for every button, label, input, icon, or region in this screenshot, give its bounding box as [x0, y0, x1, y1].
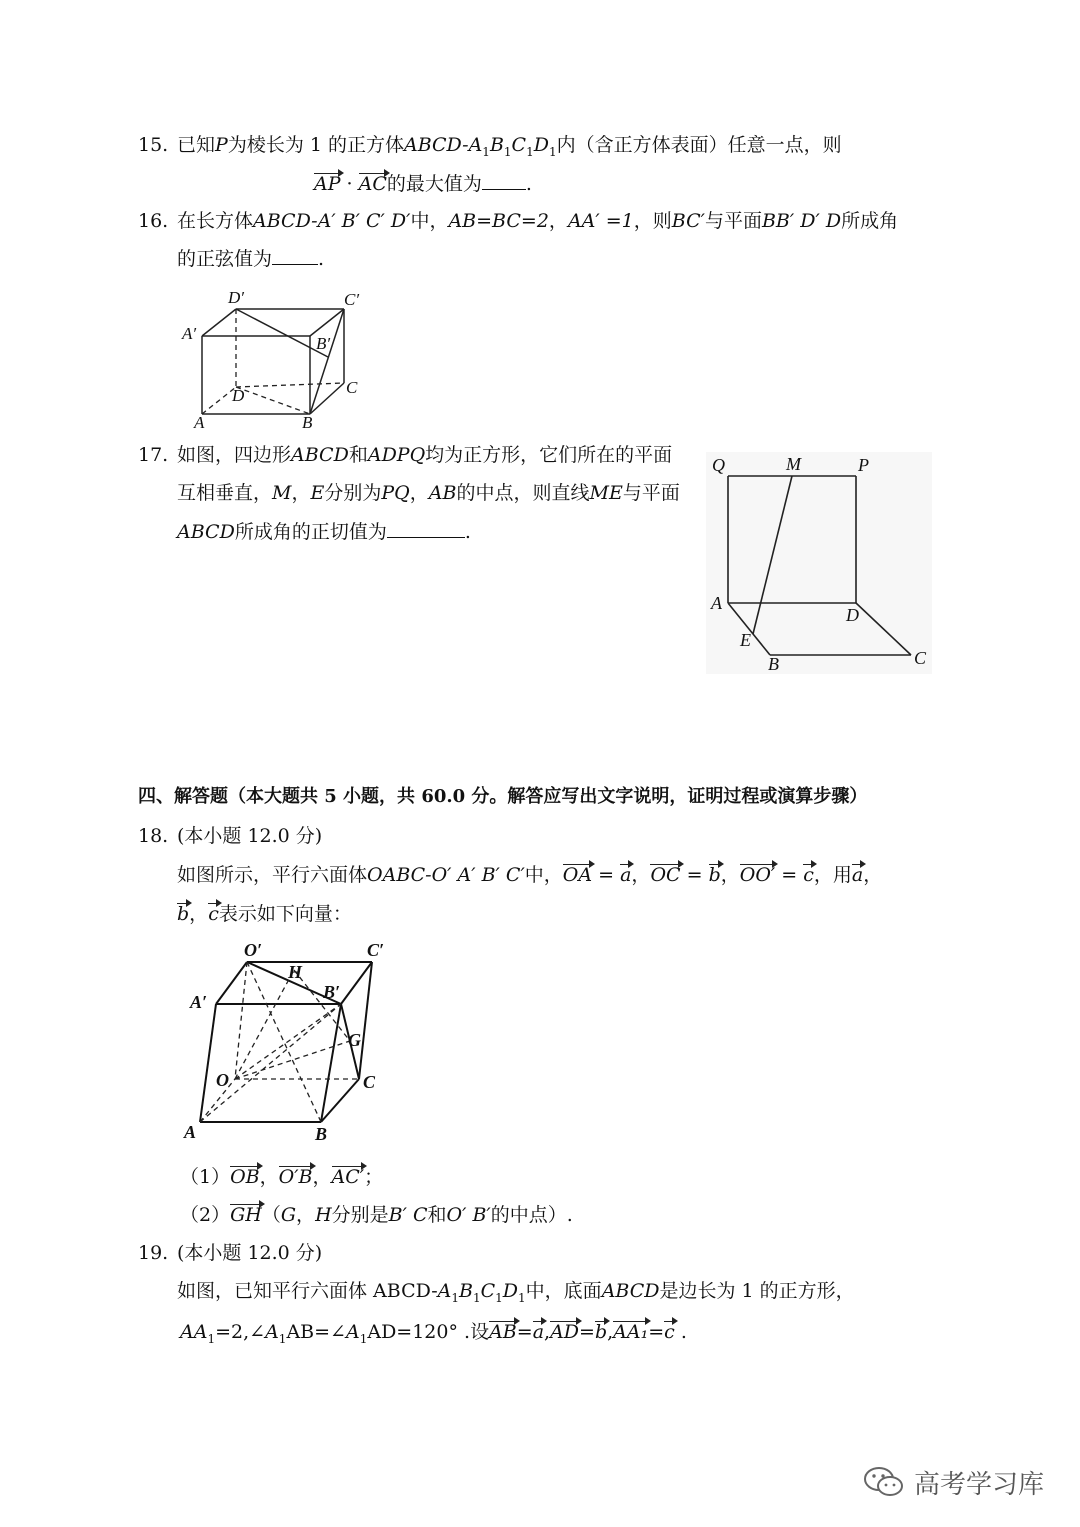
label-c: C: [914, 648, 927, 668]
question-number: 16.: [138, 210, 169, 232]
label-m: M: [786, 454, 801, 474]
label-d-prime: D′: [228, 288, 244, 307]
question-text: 如图，四边形ABCD和ADPQ均为正方形，它们所在的平面: [177, 444, 673, 466]
watermark-text: 高考学习库: [914, 1469, 1045, 1500]
answer-blank: [482, 171, 526, 190]
question-number: 15.: [138, 134, 169, 156]
answer-blank: [387, 519, 465, 538]
label-c: C: [346, 378, 358, 397]
question-number: 18.: [138, 825, 169, 847]
label-o: O: [216, 1070, 229, 1090]
label-h: H: [288, 962, 303, 982]
question-score: (本小题 12.0 分): [177, 1242, 323, 1264]
label-a-prime: A′: [182, 324, 197, 343]
question-text: 如图，已知平行六面体 ABCD-$A_1B_1C_1D_1$中，底面ABCD是边长为 1 的正方形，: [177, 1280, 855, 1305]
question-text-line2: $AA_1=2,\angle A_1AB=\angle A_1AD=120^\circ$ .设AB=a,AD=b,AA₁=c .: [180, 1321, 687, 1346]
label-o-prime: O′: [244, 940, 263, 960]
question-number: 19.: [138, 1242, 169, 1264]
label-c-prime: C′: [344, 290, 360, 309]
label-a: A: [184, 1122, 197, 1142]
label-a: A: [194, 413, 205, 431]
vector-ap: AP: [314, 173, 341, 195]
question-text: 在长方体ABCD-A′ B′ C′ D′中，AB=BC=2，AA′ =1，则BC′与平面BB′ D′ D所成角: [177, 210, 899, 232]
label-b: B: [768, 654, 779, 674]
label-e: E: [740, 630, 751, 650]
watermark: [862, 1460, 1044, 1504]
question-score: (本小题 12.0 分): [177, 825, 323, 847]
question-number: 17.: [138, 444, 169, 466]
label-g: G: [348, 1030, 361, 1050]
question-text-line2: AP · AC的最大值为 .: [314, 173, 532, 195]
label-b-prime: B′: [316, 334, 331, 353]
answer-blank: [272, 246, 318, 265]
label-d: D: [846, 605, 859, 625]
label-a: A: [711, 593, 722, 613]
label-a-prime: A′: [190, 992, 208, 1012]
squares-figure: [706, 452, 932, 674]
question-text-line3: ABCD所成角的正切值为 .: [177, 521, 471, 543]
question-text-line2: 互相垂直，M，E分别为PQ，AB的中点，则直线ME与平面: [177, 482, 680, 504]
cuboid-figure: [178, 283, 378, 431]
label-c: C: [363, 1072, 376, 1092]
question-text: 如图所示，平行六面体OABC-O′ A′ B′ C′中，OA = a，OC = b，OO′ = c，用a，: [177, 864, 883, 886]
section-heading: 四、解答题（本大题共 5 小题，共 60.0 分。解答应写出文字说明，证明过程或演算步骤）: [138, 786, 868, 807]
label-b: B: [302, 413, 313, 431]
label-b: B: [315, 1124, 328, 1144]
question-text-line2: 的正弦值为 .: [177, 248, 325, 270]
question-text-line2: b，c表示如下向量：: [177, 903, 352, 925]
label-c-prime: C′: [367, 940, 385, 960]
part-2: （2）GH（G，H分别是B′ C和O′ B′的中点）.: [180, 1204, 573, 1226]
question-text: 已知P为棱长为 1 的正方体ABCD-$A_1B_1C_1D_1$内（含正方体表面）任意一点，则: [177, 134, 842, 159]
label-q: Q: [712, 455, 725, 475]
label-p: P: [858, 455, 869, 475]
part-1: （1）OB，O′B，AC′；: [180, 1166, 384, 1188]
vector-ac: AC: [358, 173, 387, 195]
label-d: D: [232, 386, 245, 405]
wechat-icon: [862, 1465, 906, 1499]
parallelepiped-figure: [180, 938, 392, 1146]
label-b-prime: B′: [323, 982, 341, 1002]
